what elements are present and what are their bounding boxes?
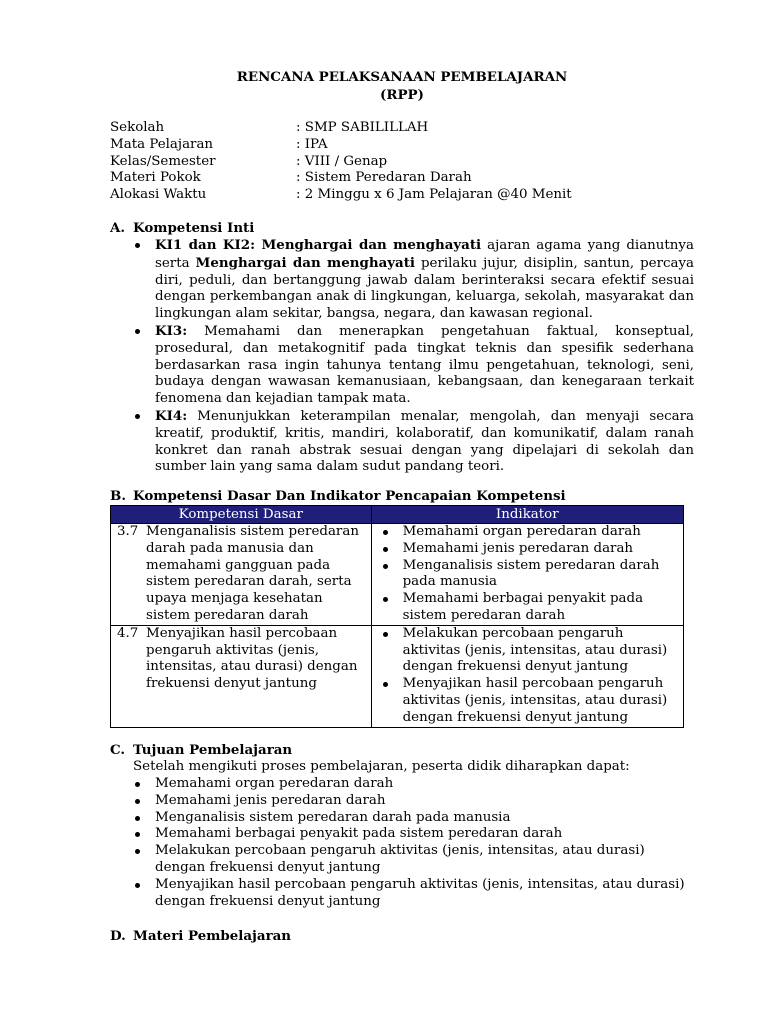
tujuan-item: Memahami jenis peredaran darah <box>155 793 695 810</box>
kd-number: 4.7 <box>117 625 139 641</box>
tujuan-item: Memahami organ peredaran darah <box>155 776 695 793</box>
indicator-item: Menyajikan hasil percobaan pengaruh aktivitas (jenis, intensitas, atau durasi) dengan frekuensi denyut jantung <box>403 676 679 726</box>
section-b-heading <box>110 488 566 505</box>
section-title: Kompetensi Dasar Dan Indikator Pencapaian Kompetensi <box>133 488 566 504</box>
kd-cell <box>111 625 372 727</box>
ki-text: ajaran agama yang dianutnya serta <box>155 238 694 271</box>
section-a-heading <box>110 220 254 237</box>
document-subtitle: (RPP) <box>380 87 424 103</box>
kd-cell <box>111 524 372 626</box>
tujuan-list <box>155 776 695 910</box>
ki-label: KI1 dan KI2: Menghargai dan menghayati <box>155 237 482 253</box>
kd-number: 3.7 <box>117 524 139 539</box>
section-title: Tujuan Pembelajaran <box>133 742 293 758</box>
identity-key: Alokasi Waktu <box>110 187 207 203</box>
identity-row <box>110 187 572 204</box>
section-d-heading <box>110 928 291 945</box>
tujuan-item: Menganalisis sistem peredaran darah pada manusia <box>155 810 695 827</box>
table-header-row <box>111 506 684 524</box>
indicator-item: Memahami jenis peredaran darah <box>403 541 679 558</box>
identity-row <box>110 120 572 137</box>
tujuan-item: Menyajikan hasil percobaan pengaruh aktivitas (jenis, intensitas, atau durasi) dengan frekuensi denyut jantung <box>155 877 695 911</box>
ki-emphasis: Menghargai dan menghayati <box>195 254 415 271</box>
identity-block <box>110 120 572 204</box>
tujuan-intro: Setelah mengikuti proses pembelajaran, peserta didik diharapkan dapat: <box>133 759 630 774</box>
indicator-item: Melakukan percobaan pengaruh aktivitas (jenis, intensitas, atau durasi) dengan frekuensi denyut jantung <box>403 626 679 676</box>
identity-value: : SMP SABILILLAH <box>296 120 429 135</box>
ki-item <box>155 237 694 323</box>
identity-value: : VIII / Genap <box>296 153 388 169</box>
competency-table <box>110 505 684 728</box>
ki-text: perilaku jujur, disiplin, santun, percaya diri, peduli, dan bertanggung jawab dalam berinteraksi secara efektif sesuai dengan perkembangan anak di lingkungan, keluarga, sekolah, masyarakat dan lingkungan alam sekitar, bangsa, negara, dan kawasan regional. <box>155 255 695 322</box>
identity-value: : Sistem Peredaran Darah <box>296 170 472 186</box>
ki-label: KI3: <box>155 322 188 339</box>
ki-item <box>155 408 694 476</box>
section-c-heading <box>110 742 292 759</box>
section-title: Materi Pembelajaran <box>133 928 292 944</box>
kompetensi-inti-list <box>155 237 694 476</box>
identity-row <box>110 154 572 171</box>
identity-row <box>110 137 572 154</box>
identity-row <box>110 170 572 187</box>
section-letter: B. <box>110 488 126 504</box>
indicator-item: Menganalisis sistem peredaran darah pada manusia <box>403 558 679 592</box>
ki-text: Memahami dan menerapkan pengetahuan faktual, konseptual, prosedural, dan metakognitif pada tingkat teknis dan spesifik sederhana berdasarkan rasa ingin tahunya tentang ilmu pengetahuan, teknologi, seni, budaya dengan wawasan kemanusiaan, kebangsaan, dan kenegaraan terkait fenomena dan kejadian tampak mata. <box>155 323 694 407</box>
table-row <box>111 524 684 626</box>
tujuan-item: Melakukan percobaan pengaruh aktivitas (jenis, intensitas, atau durasi) dengan frekuensi denyut jantung <box>155 843 695 877</box>
indicator-item: Memahami organ peredaran darah <box>403 524 679 541</box>
tujuan-item: Memahami berbagai penyakit pada sistem peredaran darah <box>155 826 695 843</box>
indicator-item: Memahami berbagai penyakit pada sistem peredaran darah <box>403 591 679 625</box>
indicator-cell <box>371 625 683 727</box>
identity-key: Kelas/Semester <box>110 153 216 169</box>
identity-key: Materi Pokok <box>110 170 201 186</box>
identity-key: Mata Pelajaran <box>110 136 214 152</box>
section-letter: C. <box>110 742 126 758</box>
identity-value: : IPA <box>296 136 328 152</box>
document-title: RENCANA PELAKSANAAN PEMBELAJARAN <box>236 69 568 85</box>
identity-value: : 2 Minggu x 6 Jam Pelajaran @40 Menit <box>296 187 572 203</box>
section-letter: D. <box>110 928 126 944</box>
table-header-indicator: Indikator <box>371 506 683 524</box>
table-row <box>111 625 684 727</box>
indicator-cell <box>371 524 683 626</box>
identity-key: Sekolah <box>110 120 165 135</box>
ki-label: KI4: <box>155 407 188 424</box>
section-title: Kompetensi Inti <box>133 220 255 236</box>
ki-item <box>155 323 694 408</box>
table-header-kd: Kompetensi Dasar <box>111 506 372 524</box>
ki-text: Menunjukkan keterampilan menalar, mengolah, dan menyaji secara kreatif, produktif, kritis, mandiri, kolaboratif, dan komunikatif, dalam ranah konkret dan ranah abstrak sesuai dengan yang dipelajari di sekolah dan sumber lain yang sama dalam sudut pandang teori. <box>155 408 694 475</box>
kd-text: Menyajikan hasil percobaan pengaruh aktivitas (jenis, intensitas, atau durasi) dengan frekuensi denyut jantung <box>146 625 358 692</box>
section-letter: A. <box>110 220 126 236</box>
kd-text: Menganalisis sistem peredaran darah pada manusia dan memahami gangguan pada sistem peredaran darah, serta upaya menjaga kesehatan sistem peredaran darah <box>146 524 359 623</box>
